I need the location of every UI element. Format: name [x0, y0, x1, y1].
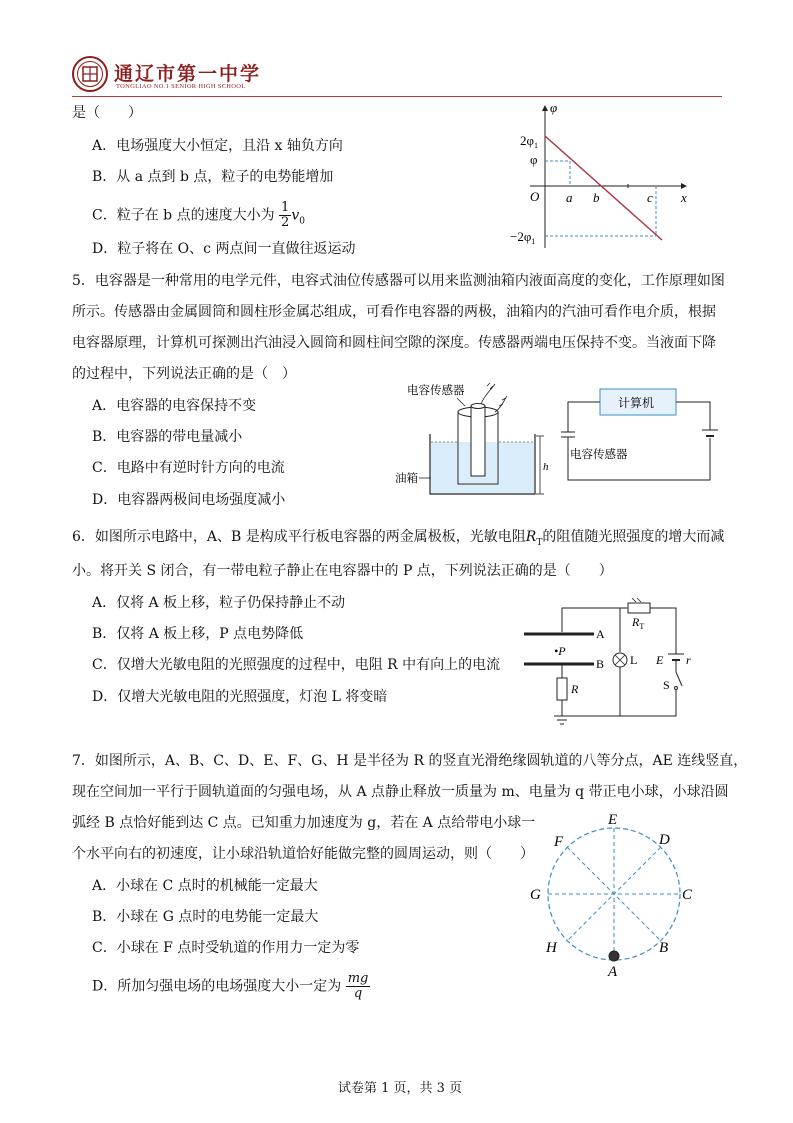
- q7-circular-track: [528, 808, 700, 980]
- q5-stem-line-4: 的过程中，下列说法正确的是（ ）: [72, 366, 296, 382]
- q5-oil-tank-figure: [395, 376, 560, 500]
- q5-option-b: B．电容器的带电量减小: [92, 429, 243, 445]
- q4-option-b: B．从 a 点到 b 点，粒子的电势能增加: [92, 169, 334, 185]
- point-d: D: [659, 832, 670, 848]
- point-h: H: [546, 940, 557, 956]
- q4-option-a: A．电场强度大小恒定，且沿 x 轴负方向: [92, 138, 343, 154]
- q5-stem-line-2: 所示。传感器由金属圆筒和圆柱形金属芯组成，可看作电容器的两极，油箱内的汽油可看作电介质，根据: [72, 304, 716, 320]
- q4-option-c-text: C．粒子在 b 点的速度大小为: [92, 207, 275, 224]
- point-c: C: [682, 887, 693, 903]
- q7-option-c: C．小球在 F 点时受轨道的作用力一定为零: [92, 940, 360, 956]
- height-label: h: [543, 461, 549, 473]
- q7-option-a: A．小球在 C 点时的机械能一定最大: [92, 878, 318, 894]
- tick-2phi: $2\varphi_1$: [520, 133, 539, 150]
- x-axis-label: x: [681, 190, 687, 205]
- q5-computer-circuit: [560, 386, 720, 486]
- q4-potential-graph: [500, 98, 700, 253]
- q7-stem-line-4: 个水平向右的初速度，让小球沿轨道恰好能做完整的圆周运动，则（ ）: [72, 846, 534, 862]
- point-e: E: [608, 812, 618, 828]
- lamp-label: L: [630, 653, 638, 667]
- plate-a-label: A: [596, 627, 605, 641]
- plate-b-label: B: [596, 657, 605, 671]
- point-f: F: [554, 834, 564, 850]
- school-logo: [72, 56, 108, 92]
- q7-option-d-fraction: $\frac{mg}{q}$: [347, 971, 369, 1001]
- q6-option-c: C．仅增大光敏电阻的光照强度的过程中，电阻 R 中有向上的电流: [92, 657, 501, 673]
- q6-stem-line-1: 6．如图所示电路中，A、B 是构成平行板电容器的两金属极板，光敏电阻$R_T$的阻值随光照强度的增大而减: [72, 529, 725, 548]
- q7-option-d: D．所加匀强电场的电场强度大小一定为 $\frac{mg}{q}$: [92, 971, 369, 1001]
- point-b: b: [593, 190, 600, 205]
- point-b: B: [659, 940, 669, 956]
- point-a: a: [566, 190, 573, 205]
- q7-option-b: B．小球在 G 点时的电势能一定最大: [92, 909, 319, 925]
- potential-line: [545, 136, 662, 240]
- emf-label: E: [656, 653, 664, 667]
- q6-stem-line-2: 小。将开关 S 闭合，有一带电粒子静止在电容器中的 P 点，下列说法正确的是（ ）: [72, 563, 613, 579]
- y-axis-label: φ: [550, 100, 558, 115]
- point-g: G: [530, 887, 541, 903]
- header-rule: [72, 96, 722, 97]
- q6-capacitor-circuit: [520, 596, 695, 734]
- r-label: R: [571, 682, 579, 696]
- q4-option-d: D．粒子将在 O、c 两点间一直做往返运动: [92, 241, 356, 257]
- point-p-label: •P: [554, 644, 566, 658]
- q5-stem-line-3: 电容器原理，计算机可探测出汽油浸入圆筒和圆柱间空隙的深度。传感器两端电压保持不变。当液面下降: [72, 335, 716, 351]
- q4-tail: 是（ ）: [72, 105, 142, 121]
- q5-option-c: C．电路中有逆时针方向的电流: [92, 460, 285, 476]
- origin-label: O: [530, 189, 540, 204]
- internal-r-label: r: [686, 653, 691, 667]
- point-c: c: [647, 190, 653, 205]
- tick-phi: φ: [530, 152, 538, 167]
- rt-label: $R_T$: [632, 615, 645, 631]
- school-name: 通辽市第一中学: [114, 63, 262, 85]
- point-a: A: [608, 964, 618, 980]
- q7-stem-line-2: 现在空间加一平行于圆轨道面的匀强电场，从 A 点静止释放一质量为 m、电量为 q 带正电小球，小球沿圆: [72, 784, 729, 800]
- sensor-label-2: 电容传感器: [570, 447, 628, 461]
- school-name-english: TONGLIAO NO.1 SENIOR HIGH SCHOOL: [116, 83, 246, 90]
- switch-label: S: [663, 678, 670, 692]
- q4-option-c-fraction: $\frac{1}{2}$: [281, 200, 290, 230]
- computer-label: 计算机: [618, 396, 655, 410]
- tick-neg2phi: $-2\varphi_1$: [510, 229, 536, 246]
- q5-option-a: A．电容器的电容保持不变: [92, 398, 257, 414]
- sensor-label: 电容传感器: [407, 383, 465, 397]
- q7-stem-line-1: 7．如图所示，A、B、C、D、E、F、G、H 是半径为 R 的竖直光滑绝缘圆轨道的八等分点，AE 连线竖直，: [72, 753, 748, 769]
- q5-option-d: D．电容器两极间电场强度减小: [92, 492, 286, 508]
- q6-option-a: A．仅将 A 板上移，粒子仍保持静止不动: [92, 595, 346, 611]
- page-footer: 试卷第 1 页，共 3 页: [338, 1081, 463, 1096]
- school-seal-icon: [72, 56, 108, 92]
- q4-option-c: C．粒子在 b 点的速度大小为 $\frac{1}{2}$ $v_0$: [92, 200, 305, 230]
- tank-label: 油箱: [395, 471, 418, 485]
- q6-option-d: D．仅增大光敏电阻的光照强度，灯泡 L 将变暗: [92, 689, 388, 705]
- q6-option-b: B．仅将 A 板上移，P 点电势降低: [92, 626, 304, 642]
- q7-stem-line-3: 弧经 B 点恰好能到达 C 点。已知重力加速度为 g，若在 A 点给带电小球一: [72, 815, 536, 831]
- q5-stem-line-1: 5．电容器是一种常用的电学元件，电容式油位传感器可以用来监测油箱内液面高度的变化，工作原理如图: [72, 273, 725, 289]
